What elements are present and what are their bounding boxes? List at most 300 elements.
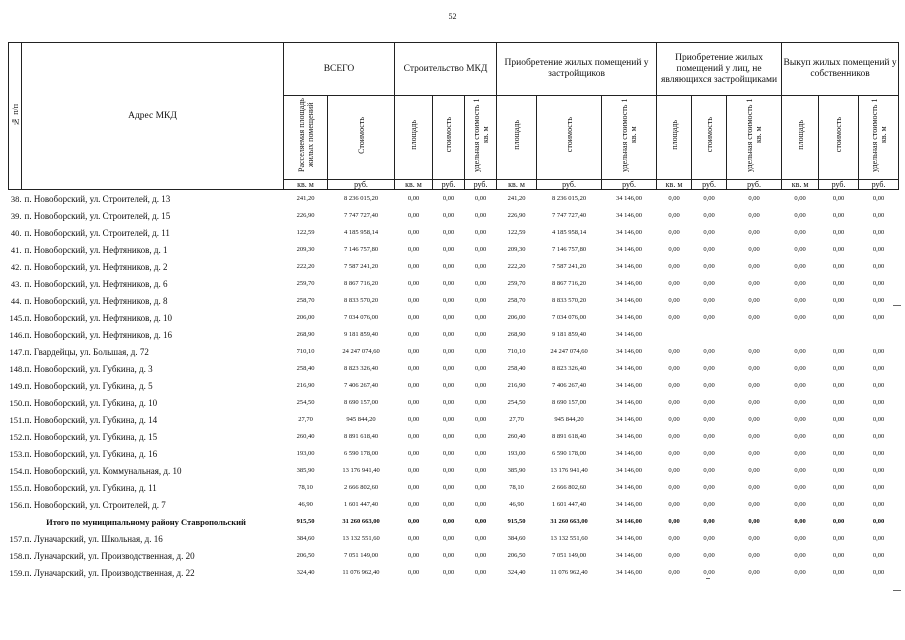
value-cell: 0,00 <box>407 331 420 338</box>
value-cell: 34 146,00 <box>616 399 643 406</box>
subheader-cell: удельная стоимость 1 кв. м <box>602 96 657 180</box>
value-cell: 0,00 <box>407 229 420 236</box>
value-cell: 0,00 <box>748 569 760 576</box>
value-cell: 945 844,20 <box>346 416 376 423</box>
value-cell: 11 076 962,40 <box>342 569 380 576</box>
value-cell: 0,00 <box>748 280 760 287</box>
value-cell: 385,90 <box>507 467 526 474</box>
value-cell: 0,00 <box>474 416 487 423</box>
value-cell: 34 146,00 <box>616 416 643 423</box>
value-cell: 216,90 <box>507 382 526 389</box>
value-cell: 0,00 <box>794 569 806 576</box>
value-cell: 0,00 <box>794 382 806 389</box>
value-cell: 0,00 <box>407 246 420 253</box>
value-cell: 915,50 <box>507 518 526 525</box>
address-cell: п. Новоборский, ул. Губкина, д. 16 <box>24 448 158 459</box>
value-cell: 384,60 <box>507 535 526 542</box>
value-cell: 13 176 941,40 <box>342 467 380 474</box>
value-cell: 0,00 <box>832 297 845 304</box>
value-cell: 0,00 <box>474 450 487 457</box>
value-cell: 0,00 <box>474 331 487 338</box>
value-cell: 384,60 <box>296 535 315 542</box>
value-cell: 0,00 <box>407 467 420 474</box>
unit-cell: руб. <box>328 180 395 190</box>
value-cell: 8 236 015,20 <box>551 195 587 202</box>
value-cell: 78,10 <box>509 484 524 491</box>
value-cell: 0,00 <box>474 569 487 576</box>
value-cell: 0,00 <box>442 433 455 440</box>
value-cell: 34 146,00 <box>616 569 643 576</box>
row-number: 149. <box>9 380 25 391</box>
value-cell: 6 590 178,00 <box>343 450 379 457</box>
unit-cell: руб. <box>433 180 465 190</box>
value-cell: 8 833 570,20 <box>343 297 379 304</box>
value-cell: 0,00 <box>872 433 885 440</box>
table-row <box>9 309 899 326</box>
value-cell: 0,00 <box>442 399 455 406</box>
unit-cell: руб. <box>537 180 602 190</box>
address-cell: п. Новоборский, ул. Губкина, д. 10 <box>24 397 158 408</box>
row-number: 155. <box>9 482 25 493</box>
value-cell: 8 823 326,40 <box>551 365 587 372</box>
value-cell: 0,00 <box>832 229 845 236</box>
scan-edge-mark <box>706 578 710 579</box>
value-cell: 0,00 <box>668 535 680 542</box>
value-cell: 0,00 <box>832 246 845 253</box>
value-cell: 0,00 <box>668 416 680 423</box>
value-cell: 0,00 <box>794 297 806 304</box>
value-cell: 0,00 <box>703 212 715 219</box>
total-label: Итого по муниципальному району Ставропольский <box>46 516 246 527</box>
value-cell: 0,00 <box>407 280 420 287</box>
value-cell: 0,00 <box>407 382 420 389</box>
value-cell: 0,00 <box>703 348 715 355</box>
value-cell: 0,00 <box>794 399 806 406</box>
value-cell: 0,00 <box>794 552 806 559</box>
value-cell: 27,70 <box>298 416 313 423</box>
table-row <box>9 326 899 343</box>
address-cell: п. Луначарский, ул. Школьная, д. 16 <box>24 533 163 544</box>
value-cell: 34 146,00 <box>616 280 643 287</box>
value-cell: 0,00 <box>442 552 455 559</box>
subheader-cell: Расселяемая площадь жилых помещений <box>284 96 328 180</box>
table-row <box>9 343 899 360</box>
value-cell: 216,90 <box>296 382 315 389</box>
row-number: 151. <box>9 414 25 425</box>
value-cell: 0,00 <box>872 467 885 474</box>
value-cell: 0,00 <box>832 280 845 287</box>
row-number: 43. <box>10 278 22 289</box>
value-cell: 9 181 859,40 <box>551 331 587 338</box>
value-cell: 11 076 962,40 <box>550 569 588 576</box>
address-cell: п. Новоборский, ул. Губкина, д. 15 <box>24 431 158 442</box>
value-cell: 0,00 <box>832 365 845 372</box>
value-cell: 0,00 <box>872 501 885 508</box>
value-cell: 0,00 <box>832 535 845 542</box>
value-cell: 0,00 <box>872 484 885 491</box>
value-cell: 0,00 <box>748 450 760 457</box>
value-cell: 0,00 <box>442 365 455 372</box>
value-cell: 0,00 <box>442 348 455 355</box>
unit-cell: руб. <box>727 180 782 190</box>
value-cell: 1 601 447,40 <box>343 501 379 508</box>
total-row <box>9 513 899 530</box>
value-cell: 0,00 <box>703 518 715 525</box>
subheader-cell: удельная стоимость 1 кв. м <box>727 96 782 180</box>
value-cell: 34 146,00 <box>616 331 643 338</box>
value-cell: 0,00 <box>832 569 845 576</box>
value-cell: 0,00 <box>748 195 760 202</box>
value-cell: 945 844,20 <box>554 416 584 423</box>
table-row <box>9 190 899 208</box>
value-cell: 8 867 716,20 <box>551 280 587 287</box>
value-cell: 0,00 <box>407 552 420 559</box>
value-cell: 13 132 551,60 <box>342 535 380 542</box>
unit-cell: руб. <box>859 180 899 190</box>
row-number: 39. <box>10 210 22 221</box>
value-cell: 34 146,00 <box>616 348 643 355</box>
subheader-cell: удельная стоимость 1 кв. м <box>859 96 899 180</box>
row-number: 44. <box>10 295 22 306</box>
value-cell: 0,00 <box>474 229 487 236</box>
value-cell: 8 236 015,20 <box>343 195 379 202</box>
value-cell: 0,00 <box>442 195 455 202</box>
address-cell: п. Новоборский, ул. Нефтяников, д. 8 <box>24 295 168 306</box>
subheader-cell: площадь <box>497 96 537 180</box>
value-cell: 0,00 <box>703 416 715 423</box>
value-cell: 0,00 <box>748 263 760 270</box>
table-row <box>9 411 899 428</box>
value-cell: 0,00 <box>474 484 487 491</box>
value-cell: 0,00 <box>442 331 455 338</box>
value-cell: 0,00 <box>748 229 760 236</box>
value-cell: 0,00 <box>794 518 806 525</box>
value-cell: 34 146,00 <box>616 518 643 525</box>
value-cell: 258,40 <box>296 365 315 372</box>
value-cell: 0,00 <box>832 212 845 219</box>
value-cell: 259,70 <box>507 280 526 287</box>
value-cell: 34 146,00 <box>616 467 643 474</box>
subheader-cell: площадь <box>657 96 692 180</box>
value-cell: 34 146,00 <box>616 501 643 508</box>
value-cell: 324,40 <box>296 569 315 576</box>
value-cell: 0,00 <box>668 484 680 491</box>
value-cell: 27,70 <box>509 416 524 423</box>
value-cell: 0,00 <box>703 552 715 559</box>
value-cell: 0,00 <box>407 450 420 457</box>
value-cell: 0,00 <box>668 297 680 304</box>
value-cell: 0,00 <box>832 399 845 406</box>
value-cell: 241,20 <box>296 195 315 202</box>
value-cell: 0,00 <box>794 314 806 321</box>
address-cell: п. Новоборский, ул. Строителей, д. 7 <box>24 499 166 510</box>
value-cell: 0,00 <box>872 229 885 236</box>
value-cell: 0,00 <box>407 195 420 202</box>
value-cell: 0,00 <box>832 433 845 440</box>
value-cell <box>859 326 899 343</box>
value-cell: 0,00 <box>872 280 885 287</box>
value-cell: 8 867 716,20 <box>343 280 379 287</box>
row-number: 145. <box>9 312 25 323</box>
subheader-cell: Стоимость <box>328 96 395 180</box>
value-cell: 0,00 <box>794 535 806 542</box>
subheader-cell: стоимость <box>819 96 859 180</box>
group-header-total: ВСЕГО <box>284 43 395 96</box>
value-cell: 0,00 <box>872 382 885 389</box>
value-cell: 0,00 <box>703 433 715 440</box>
address-header: Адрес МКД <box>22 43 284 190</box>
table-row <box>9 224 899 241</box>
value-cell: 0,00 <box>794 229 806 236</box>
value-cell: 0,00 <box>474 501 487 508</box>
unit-cell: руб. <box>692 180 727 190</box>
value-cell: 7 587 241,20 <box>343 263 379 270</box>
value-cell: 0,00 <box>442 501 455 508</box>
value-cell: 7 051 149,00 <box>343 552 379 559</box>
value-cell: 0,00 <box>872 399 885 406</box>
value-cell: 34 146,00 <box>616 450 643 457</box>
address-cell: п. Гвардейцы, ул. Большая, д. 72 <box>24 346 149 357</box>
value-cell: 0,00 <box>794 450 806 457</box>
value-cell: 122,59 <box>507 229 526 236</box>
subheader-cell: стоимость <box>433 96 465 180</box>
value-cell: 0,00 <box>832 484 845 491</box>
value-cell: 78,10 <box>298 484 313 491</box>
value-cell: 0,00 <box>872 212 885 219</box>
value-cell: 46,90 <box>298 501 313 508</box>
address-cell: п. Новоборский, ул. Нефтяников, д. 10 <box>24 312 172 323</box>
value-cell: 34 146,00 <box>616 314 643 321</box>
value-cell: 0,00 <box>442 518 455 525</box>
value-cell: 258,70 <box>507 297 526 304</box>
value-cell: 0,00 <box>668 280 680 287</box>
value-cell: 0,00 <box>407 399 420 406</box>
value-cell: 0,00 <box>703 382 715 389</box>
value-cell: 0,00 <box>668 518 680 525</box>
unit-cell: кв. м <box>782 180 819 190</box>
value-cell: 0,00 <box>668 399 680 406</box>
value-cell: 7 034 076,00 <box>343 314 379 321</box>
value-cell: 8 690 157,00 <box>551 399 587 406</box>
value-cell: 0,00 <box>703 365 715 372</box>
value-cell: 206,00 <box>507 314 526 321</box>
row-number: 40. <box>10 227 22 238</box>
value-cell: 0,00 <box>668 433 680 440</box>
value-cell: 0,00 <box>748 518 760 525</box>
value-cell: 0,00 <box>748 535 760 542</box>
value-cell: 0,00 <box>474 263 487 270</box>
value-cell: 0,00 <box>474 280 487 287</box>
table-row <box>9 394 899 411</box>
value-cell: 324,40 <box>507 569 526 576</box>
value-cell: 268,90 <box>296 331 315 338</box>
row-number: 153. <box>9 448 25 459</box>
value-cell: 7 051 149,00 <box>551 552 587 559</box>
scan-edge-mark <box>893 305 901 306</box>
value-cell: 31 260 663,00 <box>342 518 380 525</box>
value-cell: 0,00 <box>794 246 806 253</box>
value-cell: 0,00 <box>668 552 680 559</box>
value-cell: 0,00 <box>407 484 420 491</box>
value-cell: 0,00 <box>748 416 760 423</box>
value-cell: 222,20 <box>507 263 526 270</box>
value-cell: 0,00 <box>748 433 760 440</box>
value-cell: 0,00 <box>748 365 760 372</box>
value-cell: 0,00 <box>668 365 680 372</box>
value-cell: 0,00 <box>474 314 487 321</box>
value-cell: 24 247 074,60 <box>342 348 380 355</box>
value-cell: 0,00 <box>474 246 487 253</box>
value-cell: 193,00 <box>507 450 526 457</box>
value-cell: 0,00 <box>474 348 487 355</box>
value-cell: 0,00 <box>872 552 885 559</box>
value-cell: 0,00 <box>474 365 487 372</box>
value-cell: 0,00 <box>832 348 845 355</box>
value-cell: 0,00 <box>703 263 715 270</box>
value-cell: 0,00 <box>407 365 420 372</box>
value-cell: 0,00 <box>872 297 885 304</box>
value-cell: 0,00 <box>748 314 760 321</box>
value-cell: 0,00 <box>442 263 455 270</box>
value-cell: 0,00 <box>872 569 885 576</box>
value-cell: 0,00 <box>703 297 715 304</box>
value-cell: 0,00 <box>668 229 680 236</box>
value-cell: 0,00 <box>668 467 680 474</box>
value-cell: 0,00 <box>832 314 845 321</box>
value-cell: 31 260 663,00 <box>550 518 588 525</box>
value-cell: 0,00 <box>872 263 885 270</box>
value-cell: 0,00 <box>832 501 845 508</box>
value-cell: 0,00 <box>832 263 845 270</box>
row-number: 157. <box>9 533 25 544</box>
value-cell: 8 891 618,40 <box>343 433 379 440</box>
value-cell: 0,00 <box>442 467 455 474</box>
value-cell: 4 185 958,14 <box>551 229 587 236</box>
value-cell: 0,00 <box>442 569 455 576</box>
value-cell: 209,30 <box>507 246 526 253</box>
address-cell: п. Луначарский, ул. Производственная, д. 20 <box>24 550 195 561</box>
value-cell <box>692 326 727 343</box>
value-cell: 0,00 <box>474 399 487 406</box>
value-cell: 259,70 <box>296 280 315 287</box>
value-cell: 0,00 <box>668 212 680 219</box>
value-cell <box>782 326 819 343</box>
value-cell: 0,00 <box>703 535 715 542</box>
group-header-nondeveloper-purchase: Приобретение жилых помещений у лиц, не являющихся застройщиками <box>657 43 782 96</box>
address-cell: п. Новоборский, ул. Строителей, д. 11 <box>24 227 170 238</box>
value-cell: 241,20 <box>507 195 526 202</box>
value-cell: 0,00 <box>474 467 487 474</box>
value-cell: 222,20 <box>296 263 315 270</box>
row-number: 156. <box>9 499 25 510</box>
value-cell: 0,00 <box>794 195 806 202</box>
value-cell: 0,00 <box>794 280 806 287</box>
value-cell: 34 146,00 <box>616 195 643 202</box>
value-cell: 7 406 267,40 <box>343 382 379 389</box>
row-number: 42. <box>10 261 22 272</box>
value-cell: 0,00 <box>703 314 715 321</box>
value-cell: 226,90 <box>507 212 526 219</box>
value-cell: 34 146,00 <box>616 297 643 304</box>
value-cell: 0,00 <box>832 467 845 474</box>
value-cell: 0,00 <box>442 246 455 253</box>
value-cell: 8 823 326,40 <box>343 365 379 372</box>
value-cell: 0,00 <box>668 450 680 457</box>
value-cell: 0,00 <box>407 518 420 525</box>
value-cell: 0,00 <box>442 212 455 219</box>
value-cell: 0,00 <box>407 263 420 270</box>
value-cell: 0,00 <box>442 535 455 542</box>
value-cell: 7 747 727,40 <box>551 212 587 219</box>
address-cell: п. Новоборский, ул. Коммунальная, д. 10 <box>24 465 182 476</box>
table-row <box>9 377 899 394</box>
table-row <box>9 530 899 547</box>
value-cell: 0,00 <box>668 246 680 253</box>
value-cell: 8 833 570,20 <box>551 297 587 304</box>
value-cell: 46,90 <box>509 501 524 508</box>
value-cell: 0,00 <box>703 246 715 253</box>
value-cell: 0,00 <box>748 399 760 406</box>
value-cell: 0,00 <box>748 501 760 508</box>
unit-cell: кв. м <box>395 180 433 190</box>
value-cell: 24 247 074,60 <box>550 348 588 355</box>
value-cell: 0,00 <box>832 552 845 559</box>
value-cell: 0,00 <box>703 501 715 508</box>
value-cell: 34 146,00 <box>616 552 643 559</box>
subheader-cell: удельная стоимость 1 кв. м <box>465 96 497 180</box>
value-cell: 0,00 <box>748 348 760 355</box>
value-cell: 0,00 <box>872 535 885 542</box>
value-cell: 710,10 <box>296 348 315 355</box>
value-cell: 0,00 <box>407 535 420 542</box>
group-header-construction: Строительство МКД <box>395 43 497 96</box>
address-cell: п. Новоборский, ул. Нефтяников, д. 1 <box>24 244 168 255</box>
value-cell: 0,00 <box>442 382 455 389</box>
table-row <box>9 462 899 479</box>
unit-cell: кв. м <box>657 180 692 190</box>
subheader-cell: площадь <box>782 96 819 180</box>
value-cell: 0,00 <box>668 348 680 355</box>
value-cell: 1 601 447,40 <box>551 501 587 508</box>
table-row <box>9 292 899 309</box>
value-cell: 0,00 <box>703 484 715 491</box>
value-cell: 34 146,00 <box>616 263 643 270</box>
value-cell: 6 590 178,00 <box>551 450 587 457</box>
value-cell: 0,00 <box>407 297 420 304</box>
value-cell: 13 132 551,60 <box>550 535 588 542</box>
value-cell: 7 406 267,40 <box>551 382 587 389</box>
table-row <box>9 428 899 445</box>
value-cell: 206,00 <box>296 314 315 321</box>
value-cell: 0,00 <box>442 416 455 423</box>
value-cell: 0,00 <box>407 314 420 321</box>
value-cell: 0,00 <box>474 195 487 202</box>
value-cell: 0,00 <box>872 365 885 372</box>
address-cell: п. Новоборский, ул. Губкина, д. 5 <box>24 380 153 391</box>
value-cell: 0,00 <box>872 416 885 423</box>
value-cell: 0,00 <box>872 314 885 321</box>
value-cell: 710,10 <box>507 348 526 355</box>
value-cell: 0,00 <box>748 382 760 389</box>
value-cell: 254,50 <box>296 399 315 406</box>
value-cell: 0,00 <box>794 467 806 474</box>
unit-cell: руб. <box>602 180 657 190</box>
value-cell: 0,00 <box>703 229 715 236</box>
value-cell: 34 146,00 <box>616 246 643 253</box>
value-cell: 0,00 <box>794 416 806 423</box>
value-cell: 0,00 <box>703 467 715 474</box>
table-row <box>9 275 899 292</box>
